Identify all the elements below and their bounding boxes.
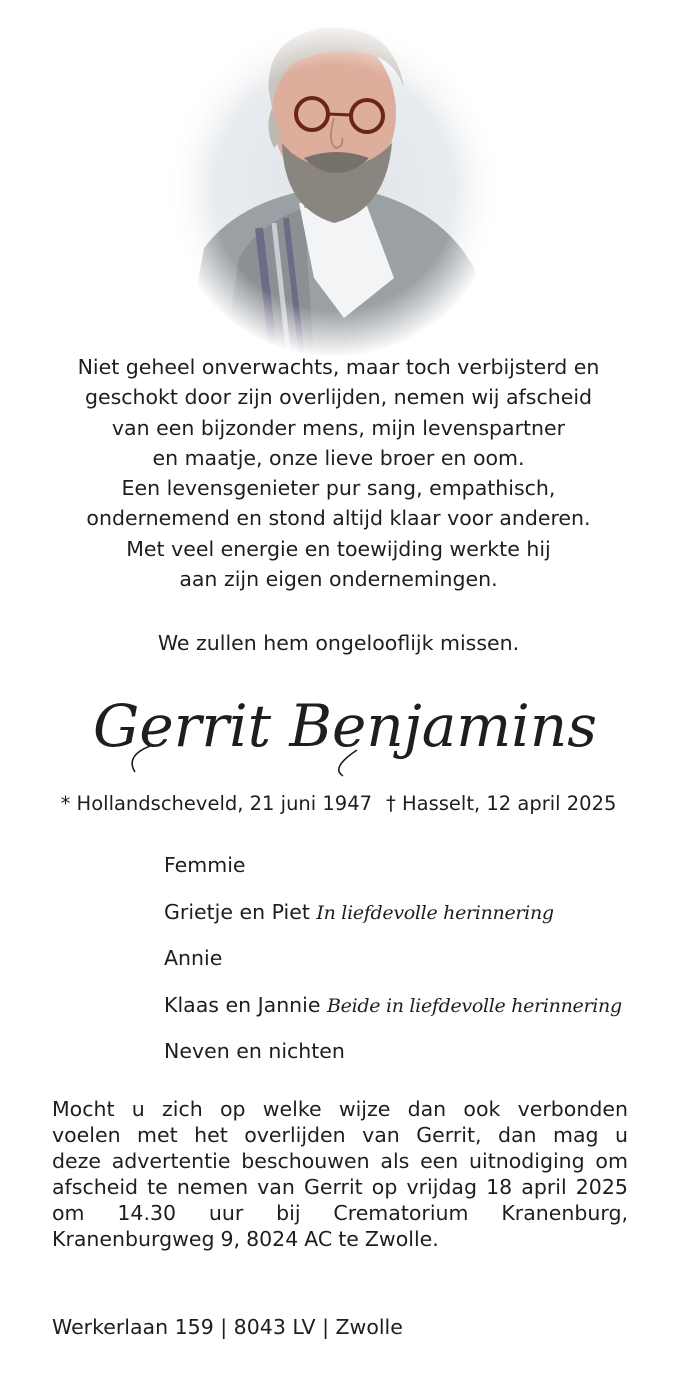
invitation-text xyxy=(52,1096,628,1252)
life-dates xyxy=(20,789,657,819)
invitation-word: u xyxy=(131,1097,145,1121)
invitation-word: met xyxy=(137,1123,178,1147)
portrait-photo xyxy=(164,18,504,358)
invitation-word: Gerrit xyxy=(303,1175,363,1199)
invitation-word: beschouwen xyxy=(241,1149,370,1173)
invitation-line xyxy=(52,1096,628,1122)
invitation-word: vrijdag xyxy=(406,1175,477,1199)
deceased-name-text: Gerrit Benjamins xyxy=(95,692,595,760)
invitation-word: welke xyxy=(262,1097,322,1121)
intro-line: van een bijzonder mens, mijn levenspartner xyxy=(111,415,566,440)
invitation-line xyxy=(52,1200,628,1226)
invitation-word: ook xyxy=(463,1097,501,1121)
invitation-word: uur xyxy=(208,1201,244,1225)
relative-name: Femmie xyxy=(164,853,246,877)
relative-item xyxy=(164,850,664,897)
invitation-word: 18 xyxy=(486,1175,513,1199)
invitation-line xyxy=(52,1148,628,1174)
invitation-word: AC xyxy=(304,1227,333,1251)
invitation-word: op xyxy=(371,1175,398,1199)
invitation-word: dan xyxy=(407,1097,447,1121)
relative-name: Neven en nichten xyxy=(164,1039,345,1063)
intro-text xyxy=(20,352,657,594)
intro-line: ondernemend en stond altijd klaar voor anderen. xyxy=(86,506,591,531)
invitation-word: Zwolle. xyxy=(364,1227,439,1251)
relative-name: Annie xyxy=(164,946,223,970)
intro-line: Met veel energie en toewijding werkte hij xyxy=(126,536,551,561)
invitation-word: dan xyxy=(497,1123,537,1147)
invitation-word: het xyxy=(194,1123,228,1147)
invitation-word: te xyxy=(147,1175,168,1199)
invitation-word: afscheid xyxy=(52,1175,139,1199)
deceased-name xyxy=(95,676,595,786)
invitation-word: 9, xyxy=(220,1227,241,1251)
invitation-word: wijze xyxy=(338,1097,391,1121)
invitation-word: op xyxy=(219,1097,246,1121)
invitation-word: nemen xyxy=(176,1175,249,1199)
invitation-word: van xyxy=(257,1175,295,1199)
portrait-illustration xyxy=(164,18,504,358)
intro-line: aan zijn eigen ondernemingen. xyxy=(179,567,498,592)
invitation-line xyxy=(52,1122,628,1148)
invitation-word: Kranenburgweg xyxy=(52,1227,215,1251)
invitation-word: 8024 xyxy=(246,1227,299,1251)
relative-item xyxy=(164,1036,664,1083)
invitation-word: 14.30 xyxy=(117,1201,177,1225)
invitation-word: u xyxy=(614,1123,628,1147)
relative-item xyxy=(164,897,664,944)
birth-info: * Hollandscheveld, 21 juni 1947 xyxy=(60,792,373,815)
relative-item xyxy=(164,990,664,1037)
invitation-word: om xyxy=(595,1149,628,1173)
invitation-word: om xyxy=(52,1201,85,1225)
invitation-word: april xyxy=(521,1175,567,1199)
invitation-word: als xyxy=(380,1149,410,1173)
invitation-word: bij xyxy=(276,1201,301,1225)
invitation-line xyxy=(52,1174,628,1200)
relative-note: Beide in liefdevolle herinnering xyxy=(327,994,622,1017)
intro-line: geschokt door zijn overlijden, nemen wij afscheid xyxy=(84,385,593,410)
invitation-word: advertentie xyxy=(111,1149,231,1173)
invitation-word: verbonden xyxy=(517,1097,628,1121)
relative-note: In liefdevolle herinnering xyxy=(316,901,554,924)
invitation-word: Mocht xyxy=(52,1097,115,1121)
relative-item xyxy=(164,943,664,990)
relative-name: Grietje en Piet xyxy=(164,899,310,924)
invitation-word: deze xyxy=(52,1149,101,1173)
intro-line: Niet geheel onverwachts, maar toch verbijsterd en xyxy=(77,355,600,379)
invitation-line xyxy=(52,1226,628,1252)
invitation-word: zich xyxy=(162,1097,203,1121)
intro-line: Een levensgenieter pur sang, empathisch, xyxy=(121,476,556,501)
invitation-word: Crematorium xyxy=(333,1201,469,1225)
invitation-word: overlijden xyxy=(244,1123,346,1147)
invitation-word: 2025 xyxy=(575,1175,628,1199)
relative-name: Klaas en Jannie xyxy=(164,992,321,1017)
invitation-word: uitnodiging xyxy=(469,1149,585,1173)
death-info: † Hasselt, 12 april 2025 xyxy=(386,792,617,815)
invitation-word: voelen xyxy=(52,1123,121,1147)
relatives-list xyxy=(164,850,664,1083)
invitation-word: van xyxy=(362,1123,400,1147)
invitation-word: Gerrit, xyxy=(416,1123,482,1147)
invitation-word: een xyxy=(420,1149,459,1173)
intro-line: en maatje, onze lieve broer en oom. xyxy=(152,445,525,470)
invitation-word: te xyxy=(338,1227,359,1251)
invitation-word: mag xyxy=(552,1123,599,1147)
closing-line: We zullen hem ongelooflijk missen. xyxy=(157,631,520,655)
address: Werkerlaan 159 | 8043 LV | Zwolle xyxy=(52,1315,403,1339)
invitation-word: Kranenburg, xyxy=(501,1201,628,1225)
